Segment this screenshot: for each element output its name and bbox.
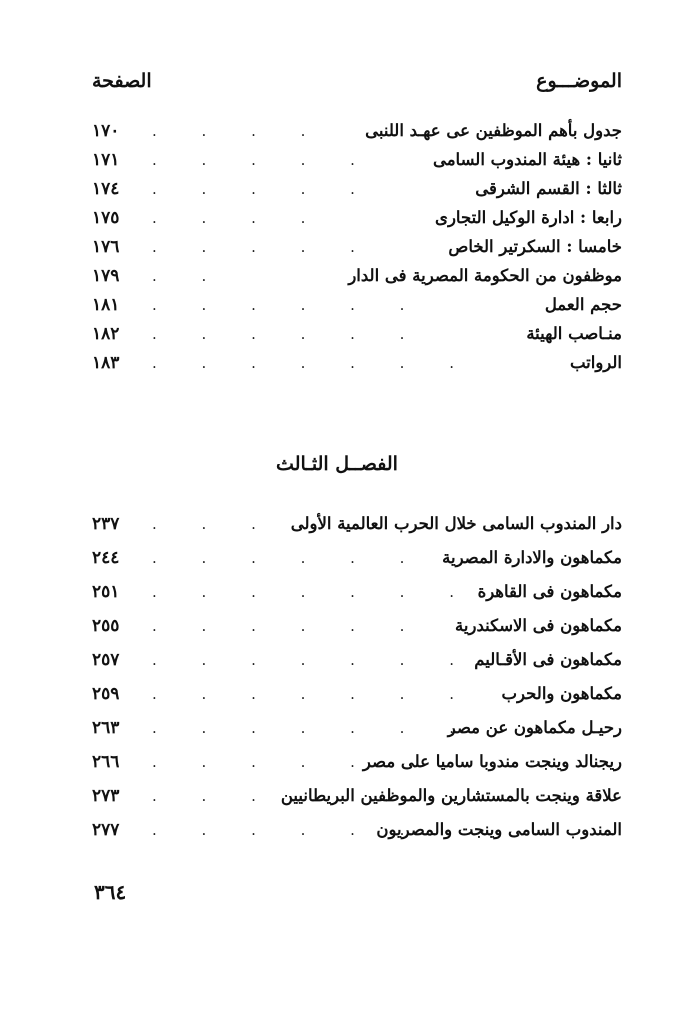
leader-dots: . . . . . .	[152, 296, 425, 314]
entry-page: ٢٥٧	[92, 650, 120, 670]
chapter-heading: الفصــل الثـالث	[276, 453, 398, 475]
toc-entry	[92, 234, 622, 263]
entry-title: ثالثا : القسم الشرقى	[475, 179, 622, 198]
entry-title: علاقة وينجت بالمستشارين والموظفين البريطانيين	[280, 786, 622, 805]
entry-page: ١٧٩	[92, 266, 120, 286]
toc-entry	[92, 292, 622, 321]
toc-section-2	[92, 511, 622, 851]
leader-dots: . . . . . . .	[152, 651, 474, 669]
topic-column-label: الموضـــوع	[536, 70, 622, 92]
entry-title: ثانيا : هيئة المندوب السامى	[432, 150, 622, 169]
leader-dots: . . . . . .	[152, 617, 425, 635]
toc-entry	[92, 511, 622, 545]
toc-entry	[92, 783, 622, 817]
leader-dots: . . . . . . .	[152, 685, 474, 703]
entry-title: رحيـل مكماهون عن مصر	[447, 718, 622, 737]
toc-entry	[92, 681, 622, 715]
leader-dots: . . . .	[152, 209, 326, 227]
toc-entry	[92, 715, 622, 749]
entry-page: ٢٣٧	[92, 514, 120, 534]
entry-title: رابعا : ادارة الوكيل التجارى	[435, 208, 622, 227]
leader-dots: . . . . . . .	[152, 719, 474, 737]
toc-header	[92, 70, 622, 104]
toc-entry	[92, 147, 622, 176]
entry-page: ٢٦٣	[92, 718, 120, 738]
page-column-label: الصفحة	[92, 70, 152, 92]
toc-entry	[92, 350, 622, 379]
toc-entry	[92, 749, 622, 783]
entry-page: ١٨٢	[92, 324, 120, 344]
entry-title: مكماهون والادارة المصرية	[442, 548, 622, 567]
toc-entry	[92, 817, 622, 851]
toc-entry	[92, 263, 622, 292]
leader-dots: . . . . . .	[152, 821, 425, 839]
entry-title: جدول بأهم الموظفين عى عهـد اللنبى	[365, 121, 622, 140]
entry-page: ٢٥٩	[92, 684, 120, 704]
page-number: ٣٦٤	[94, 880, 127, 904]
toc-entry	[92, 613, 622, 647]
entry-page: ٢٥١	[92, 582, 120, 602]
entry-page: ٢٦٦	[92, 752, 120, 772]
toc-entry	[92, 321, 622, 350]
entry-page: ١٧١	[92, 150, 120, 170]
toc-entry	[92, 118, 622, 147]
entry-page: ١٧٦	[92, 237, 120, 257]
leader-dots: . .	[152, 267, 227, 285]
entry-title: منـاصب الهيئة	[526, 324, 622, 343]
entry-page: ١٨٣	[92, 353, 120, 373]
entry-title: مكماهون والحرب	[501, 684, 622, 703]
leader-dots: . . .	[152, 787, 276, 805]
toc-section-1	[92, 118, 622, 379]
leader-dots: . . . . . .	[152, 549, 425, 567]
toc-entry	[92, 205, 622, 234]
entry-title: مكماهون فى الاسكندرية	[455, 616, 622, 635]
leader-dots: . . .	[152, 515, 276, 533]
leader-dots: . . . . . . .	[152, 354, 474, 372]
leader-dots: . . . . .	[152, 151, 375, 169]
toc-entry	[92, 176, 622, 205]
entry-page: ١٧٤	[92, 179, 120, 199]
leader-dots: . . . . .	[152, 238, 375, 256]
entry-page: ١٧٥	[92, 208, 120, 228]
leader-dots: . . . . .	[152, 753, 375, 771]
entry-title: الرواتب	[569, 353, 622, 372]
entry-title: مكماهون فى الأقـاليم	[474, 650, 622, 669]
leader-dots: . . . . .	[152, 180, 375, 198]
entry-page: ١٨١	[92, 295, 120, 315]
entry-title: دار المندوب السامى خلال الحرب العالمية الأولى	[290, 514, 622, 533]
entry-page: ٢٧٧	[92, 820, 120, 840]
leader-dots: . . . . . . .	[152, 583, 474, 601]
entry-page: ١٧٠	[92, 121, 120, 141]
entry-title: خامسا : السكرتير الخاص	[448, 237, 622, 256]
toc-entry	[92, 545, 622, 579]
entry-page: ٢٥٥	[92, 616, 120, 636]
entry-page: ٢٤٤	[92, 548, 120, 568]
toc-entry	[92, 647, 622, 681]
entry-title: المندوب السامى وينجت والمصريون	[376, 820, 622, 839]
entry-title: مكماهون فى القاهرة	[477, 582, 622, 601]
entry-title: موظفون من الحكومة المصرية فى الدار	[348, 266, 622, 285]
entry-page: ٢٧٣	[92, 786, 120, 806]
entry-title: حجم العمل	[544, 295, 622, 314]
leader-dots: . . . .	[152, 122, 326, 140]
entry-title: ريجنالد وينجت مندوبا ساميا على مصر	[362, 752, 622, 771]
toc-entry	[92, 579, 622, 613]
leader-dots: . . . . . .	[152, 325, 425, 343]
